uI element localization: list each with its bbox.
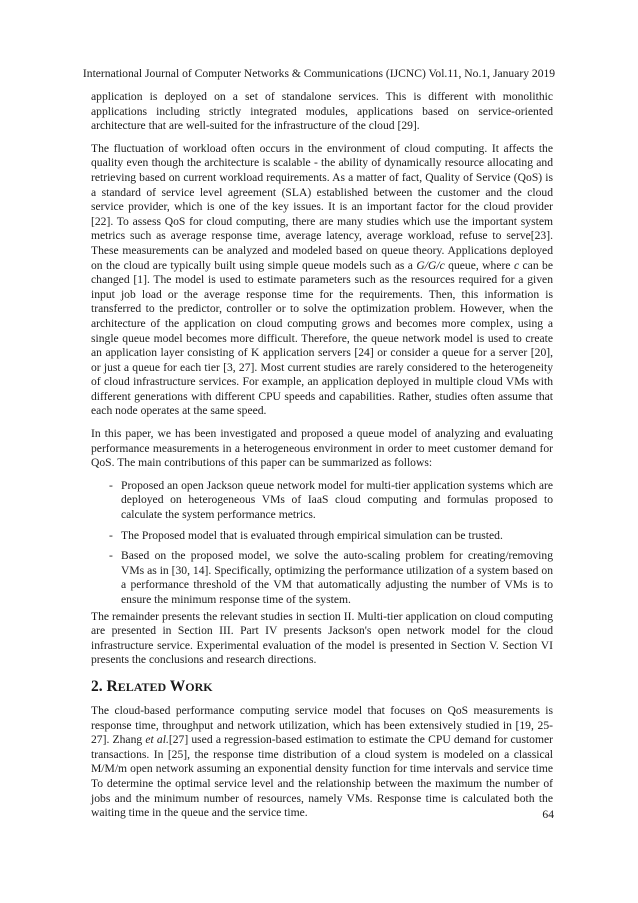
section-title-smallcaps: ELATED xyxy=(117,679,167,694)
text-run: The cloud-based performance computing service model that focuses on QoS measurements is response time, throughput and network utilization, which has been extensively studied in [19, 25-27]. Zhang xyxy=(91,703,553,747)
section-heading-related-work xyxy=(91,678,553,696)
list-item-text: The Proposed model that is evaluated through empirical simulation can be trusted. xyxy=(121,528,503,542)
text-run: [27] used a regression-based estimation to estimate the CPU demand for customer transactions. In [25], the response time distribution of a cloud system is modeled on a classical M/M/m open network assuming an exponential density function for time intervals and service time To determine the optimal service level and the relationship between the maximum the number of jobs and the minimum number of resources, namely VMs. Response time is calculated both the waiting time in the queue and the service time. xyxy=(91,733,553,820)
section-title-letter: R xyxy=(106,677,118,695)
bullet-dash: - xyxy=(109,478,113,492)
list-item xyxy=(91,479,553,523)
italic-queue-notation: G/G/c xyxy=(416,258,445,272)
bullet-dash: - xyxy=(109,528,113,542)
section-number: 2. xyxy=(91,677,103,695)
body-text xyxy=(91,90,553,821)
contributions-list xyxy=(91,479,553,608)
page-number: 64 xyxy=(542,808,554,821)
text-run: The fluctuation of workload often occurs in the environment of cloud computing. It affects the quality even though the architecture is scalable - the ability of dynamically resource allocating and retrieving based on current workload requirements. As a matter of fact, Quality of Service (QoS) is a standard of service level agreement (SLA) established between the customer and the cloud service provider, which is one of the key issues. It is an important factor for the cloud provider [22]. To assess QoS for cloud computing, there are many studies which use the important system metrics such as average response time, average latency, average workload, refuse to serve[23]. These measurements can be analyzed and modeled based on queue theory. Applications deployed on the cloud are typically built using simple queue models such as a xyxy=(91,141,553,272)
paragraph-related-work xyxy=(91,704,553,821)
italic-et-al: et al. xyxy=(145,733,169,747)
paragraph-contributions-intro: In this paper, we has been investigated and proposed a queue model of analyzing and evaluating performance measurements in a heterogeneous environment in order to meet customer demand for QoS. The main contributions of this paper can be summarized as follows: xyxy=(91,427,553,470)
list-item xyxy=(91,529,553,544)
list-item-text: Based on the proposed model, we solve the auto-scaling problem for creating/removing VMs as in [30, 14]. Specifically, optimizing the performance utilization of a system based on a performance threshold of the VM that automatically adjusting the number of VMs is to ensure the minimum response time of the system. xyxy=(121,549,553,606)
section-title-smallcaps: ORK xyxy=(185,679,213,694)
list-item-text: Proposed an open Jackson queue network model for multi-tier application systems which are deployed on heterogeneous VMs of IaaS cloud computing and formulas proposed to calculate the system performance metrics. xyxy=(121,478,553,522)
paragraph-paper-outline: The remainder presents the relevant studies in section II. Multi-tier application on cloud computing are presented in Section III. Part IV presents Jackson's open network model for the cloud infrastructure service. Experimental evaluation of the model is presented in Section V. Section VI presents the conclusions and research directions. xyxy=(91,609,553,667)
text-run: can be changed [1]. The model is used to estimate parameters such as the resources required for a given input job load or the average response time for the requirements. Then, this information is transferred to the predictor, controller or to solve the optimization problem. However, when the architecture of the application on cloud computing grows and becomes more complex, using a single queue model becomes more difficult. Therefore, the queue network model is used to create an application layer consisting of K application servers [24] or consider a queue for a server [20], or just a queue for each tier [3, 27]. Most current studies are rarely considered to the heterogeneity of cloud infrastructure services. For example, an application deployed in multiple cloud VMs with different generations with different CPU speeds and capabilities. Rather, studies often assume that each node operates at the same speed. xyxy=(91,258,553,418)
text-run: queue, where xyxy=(444,258,514,272)
list-item xyxy=(91,549,553,607)
section-title-letter: W xyxy=(169,677,186,695)
paragraph-workload-fluctuation xyxy=(91,142,553,419)
paragraph-intro-continuation: application is deployed on a set of standalone services. This is different with monolithic applications including strictly integrated modules, applications based on service-oriented architecture that are well-suited for the infrastructure of the cloud [29]. xyxy=(91,90,553,133)
running-header: International Journal of Computer Networks & Communications (IJCNC) Vol.11, No.1, January 2019 xyxy=(82,67,556,80)
bullet-dash: - xyxy=(109,549,113,563)
italic-variable-c: c xyxy=(513,258,520,272)
